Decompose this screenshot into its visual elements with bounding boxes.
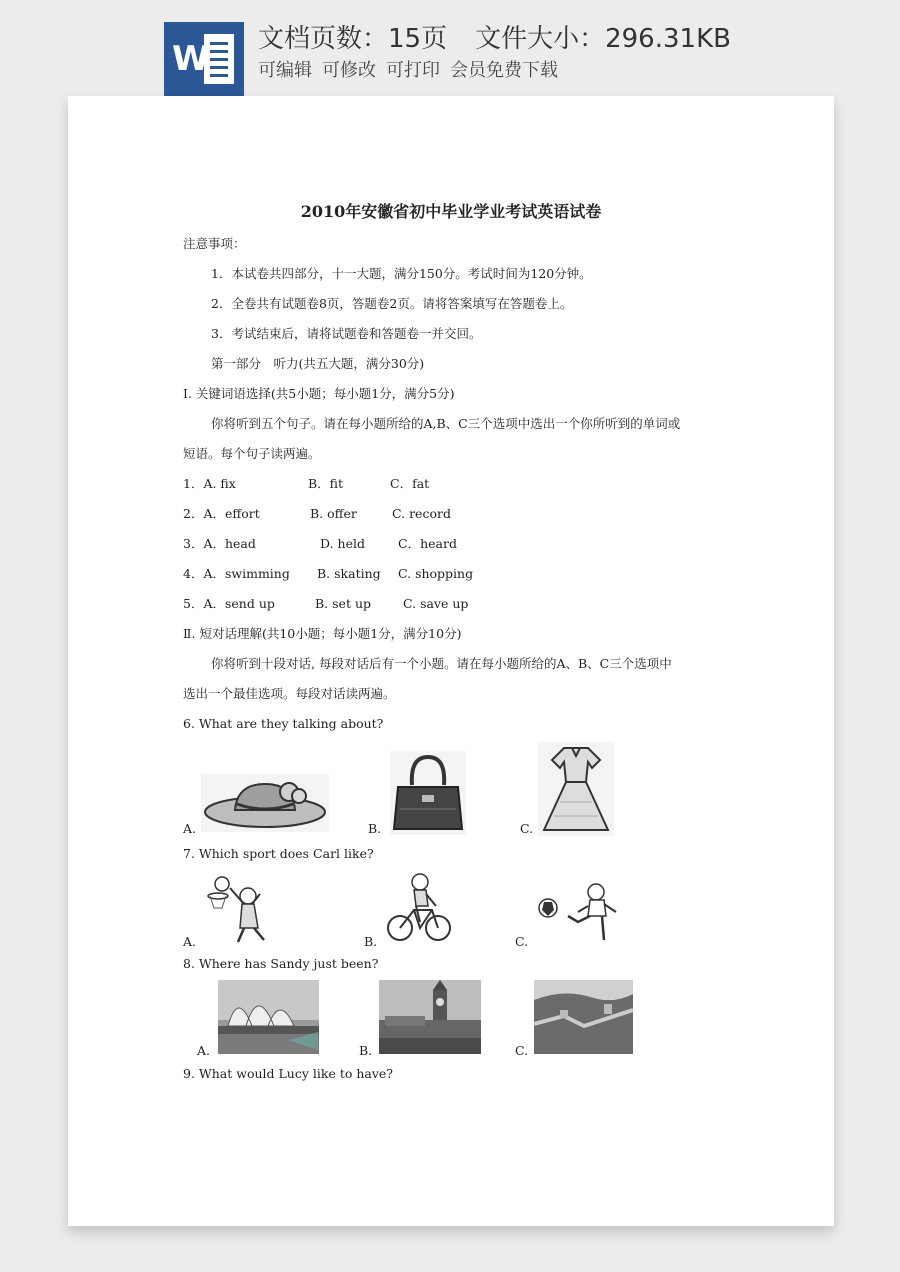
handbag-picture [390,751,466,835]
question-9: 9. What would Lucy like to have? [183,1066,394,1081]
feature-printable: 可打印 [386,60,440,81]
option-b: B．fit [308,476,344,491]
picture-label-a: A. [197,1043,211,1058]
section-heading: Ⅱ. 短对话理解(共10小题；每小题1分，满分10分) [183,626,462,641]
picture-label-a: A. [183,821,197,836]
picture-label-a: A. [183,934,197,949]
picture-label-c: C. [515,934,529,949]
option-b: B. offer [310,506,357,521]
feature-editable: 可编辑 [258,60,312,81]
great-wall-picture [534,980,633,1054]
download-banner [0,0,900,100]
option-a: 1．A. fix [183,476,236,491]
part-heading: 第一部分 听力(共五大题，满分30分) [211,356,425,371]
section-instruction: 你将听到五个句子。请在每小题所给的A,B、C三个选项中选出一个你所听到的单词或 [211,416,681,431]
option-a: 5．A．send up [183,596,275,611]
picture-label-c: C. [520,821,534,836]
option-c: C．heard [398,536,457,551]
document-page [68,96,834,1226]
picture-label-b: B. [359,1043,373,1058]
option-c: C. record [392,506,451,521]
notice-item: 2．全卷共有试题卷8页，答题卷2页。请将答案填写在答题卷上。 [211,296,573,311]
word-document-icon: W [164,22,244,96]
feature-free-download: 会员免费下载 [450,60,558,81]
opera-house-picture [218,980,319,1054]
option-b: B. set up [315,596,371,611]
option-a: 4．A．swimming [183,566,290,581]
hat-picture [201,774,329,832]
option-a: 3．A．head [183,536,256,551]
file-info [258,18,731,55]
cycling-picture [386,872,452,946]
file-size: 文件大小：296.31KB [475,24,731,54]
picture-label-b: B. [368,821,382,836]
question-8: 8. Where has Sandy just been? [183,956,379,971]
notice-item: 1．本试卷共四部分，十一大题，满分150分。考试时间为120分钟。 [211,266,592,281]
notice-item: 3．考试结束后，请将试题卷和答题卷一并交回。 [211,326,482,341]
section-heading: I. 关键词语选择(共5小题；每小题1分，满分5分) [183,386,455,401]
picture-label-b: B. [364,934,378,949]
option-b: B. skating [317,566,381,581]
feature-list [258,56,568,82]
option-b: D. held [320,536,365,551]
football-picture [538,882,626,944]
picture-label-c: C. [515,1043,529,1058]
big-ben-picture [379,980,481,1054]
section-instruction: 你将听到十段对话, 每段对话后有一个小题。请在每小题所给的A、B、C三个选项中 [211,656,672,671]
page-count: 文档页数：15页 [258,24,448,54]
document-title: 2010年安徽省初中毕业学业考试英语试卷 [300,202,602,221]
notice-heading: 注意事项： [183,236,246,251]
option-c: C. save up [403,596,469,611]
section-instruction: 选出一个最佳选项。每段对话读两遍。 [183,686,396,701]
basketball-picture [204,874,274,946]
question-7: 7. Which sport does Carl like? [183,846,374,861]
option-c: C．fat [390,476,430,491]
option-c: C. shopping [398,566,474,581]
section-instruction: 短语。每个句子读两遍。 [183,446,321,461]
question-6: 6. What are they talking about? [183,716,384,731]
feature-modifiable: 可修改 [322,60,376,81]
dress-picture [538,742,614,836]
option-a: 2．A．effort [183,506,260,521]
